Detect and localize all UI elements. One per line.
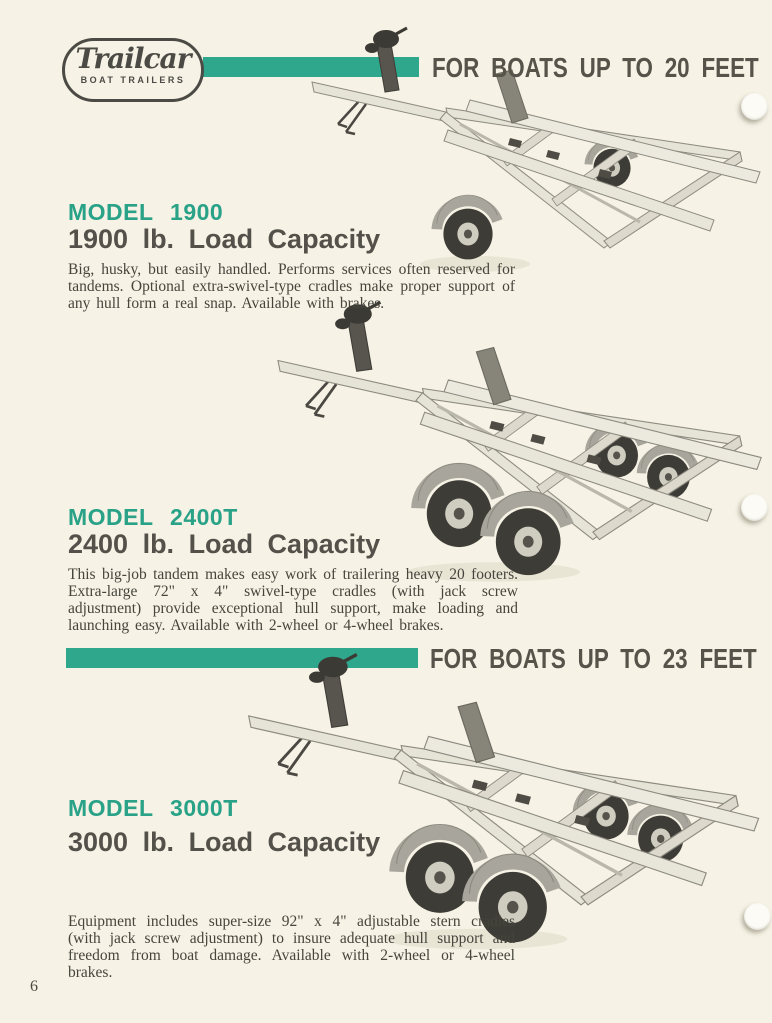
model-1900-heading: MODEL 1900 [68,199,224,225]
logo-subtitle: BOAT TRAILERS [80,75,186,85]
logo-wordmark: Trailcar [75,42,191,75]
punch-hole-middle [741,494,768,521]
punch-hole-top [741,93,768,120]
trailcar-logo [62,38,204,102]
model-2400t-heading: MODEL 2400T [68,504,238,530]
punch-hole-bottom [744,903,771,930]
model-3000t-capacity: 3000 lb. Load Capacity [68,827,381,857]
banner-boats-up-to-20-feet: FOR BOATS UP TO 20 FEET [432,52,759,83]
model-2400t-description: This big-job tandem makes easy work of trailering heavy 20 footers. Extra-large 72" x 4" swivel-type cradles (with jack screw adjustment) provide exceptional hull support, make loading and launching easy. Available with 2-wheel or 4-wheel brakes. [68,566,518,634]
page-number: 6 [30,978,38,995]
model-1900-description: Big, husky, but easily handled. Performs services often reserved for tandems. Optional extra-swivel-type cradles make proper support of any hull form a real snap. Available with brakes. [68,261,515,312]
model-3000t-heading: MODEL 3000T [68,795,238,821]
model-3000t-description: Equipment includes super-size 92" x 4" adjustable stern cradles (with jack screw adjustment) to insure adequate hull support and freedom from boat damage. Available with 2-wheel or 4-wheel brakes. [68,913,515,981]
model-1900-capacity: 1900 lb. Load Capacity [68,224,381,254]
trailer-photo-model-3000t [235,652,770,954]
banner-boats-up-to-23-feet: FOR BOATS UP TO 23 FEET [430,643,757,674]
model-2400t-capacity: 2400 lb. Load Capacity [68,529,381,559]
